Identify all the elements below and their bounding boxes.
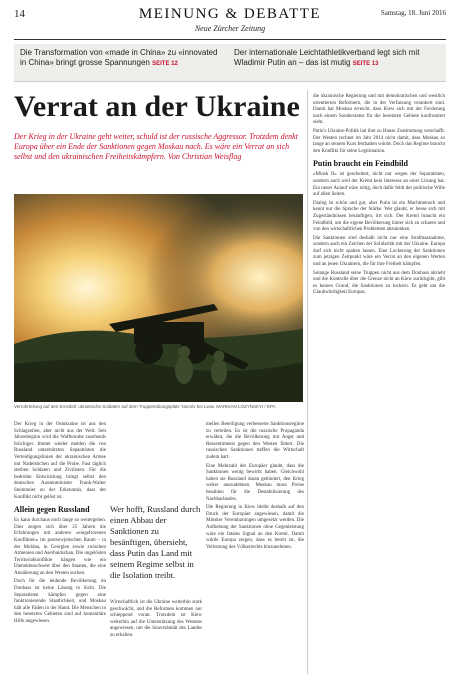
caption-text: Verrohrteilung auf den Ernstfall: ukrainische Soldaten auf dem Truppenübungsplatz Yavoriv bei Lwiw.	[14, 404, 215, 409]
body-paragraph: Eine Mehrzahl der Europäer glaubt, dass die Sanktionen wenig bewirkt haben. Gleichwohl haben sie Russland daran gehindert, den Krieg weiter auszudehnen. Moskau muss Preise bezahlen für die Destabilisierung des Nachbarlandes.	[206, 463, 304, 502]
subheading: Putin braucht ein Feindbild	[313, 159, 408, 169]
body-paragraph: Putin's Ukraine-Politik hat ihm zu Hause Zustimmung verschafft. Der Westen rechnet im Jahr 2014 nicht damit, dass Moskau so lange an seinem Kurs festhalten würde. Doch das Regime braucht den Konflikt für seine Legitimation.	[313, 128, 445, 154]
article-column-3	[206, 422, 304, 674]
teaser-bar	[14, 44, 446, 82]
teaser-text: Der internationale Leichtathletikverband legt sich mit Wladimir Putin an – das ist mutig	[234, 48, 420, 67]
teaser-item[interactable]	[234, 48, 448, 69]
body-paragraph: Der Krieg in der Ostukraine ist aus den Schlagzeilen, aber nicht aus der Welt. Seit Jahresbeginn wird die Waffenruhe zusehends brüchiger. Immer wieder melden die von Russland unterstützten Separatisten die Verteidigungslinien der ukrainischen Armee mit Nadelstichen auf die Probe. Fast täglich sterben Soldaten und Zivilisten. Für die bedrohte Entwicklung bringt selbst den deutschen Aussenminister Frank-Walter Steinmeier zu der Erkenntnis, dass der Konflikt nicht gelöst ist.	[14, 422, 106, 500]
section-title: MEINUNG & DEBATTE	[138, 6, 322, 22]
body-paragraph: Doch für die leidende Bevölkerung im Donbass ist keine Lösung in Sicht. Die Separatisten kämpfen gegen eine funktionierende Staatlichkeit, und Moskau hält alle Fäden in der Hand. Die Menschen in den besetzten Gebieten sind auf humanitäre Hilfe angewiesen.	[14, 579, 106, 625]
photo-credit: MARKIAN LOZYNSKYI / EPA	[216, 404, 276, 409]
artillery-photo-illustration	[14, 194, 303, 402]
body-paragraph: Solange Russland seine Truppen nicht aus dem Donbass abzieht und die Kontrolle über die Grenze nicht an Kiew zurückgibt, gibt es keinen Grund, die Sanktionen zu lockern. Es geht um die Glaubwürdigkeit Europas.	[313, 270, 445, 296]
article-lead: Der Krieg in der Ukraine geht weiter, schuld ist der russische Aggressor. Trotzdem denkt Europa über ein Ende der Sanktionen gegen Moskau nach. Es wäre ein Verrat an sich selbst und den ukrainischen Freiheitskämpfern. Von Christian Weisflog	[14, 132, 298, 161]
article-column-2	[110, 600, 202, 674]
issue-date: Samstag, 18. Juni 2016	[380, 9, 446, 17]
teaser-item[interactable]	[20, 48, 225, 69]
article-photo	[14, 194, 303, 402]
body-paragraph: mellen Beteiligung verbesserte Sanktionsregime zu verteilen. Es ist die russische Propaganda erwähnt, die die Bevölkerung mit Angst und Ressentiments gegen den Westen füttert. Die russischen Sanktionen treffen die Wirtschaft zudem hart.	[206, 422, 304, 460]
teaser-text: Die Transformation von «made in China» zu «innovated in China» bringt grosse Spannungen	[20, 48, 218, 67]
article-column-right	[313, 94, 445, 674]
teaser-page-ref: SEITE 12	[152, 61, 178, 67]
article-headline: Verrat an der Ukraine	[14, 90, 300, 123]
photo-caption	[14, 404, 303, 410]
body-paragraph: Die Sanktionen sind deshalb nicht nur eine Strafmassnahme, sondern auch ein Zeichen der Solidarität mit der Ukraine. Europa darf sich nicht spalten lassen. Eine Lockerung der Sanktionen zum jetzigen Zeitpunkt wäre ein Verrat an den eigenen Werten und an jenen Ukrainern, die für ihre Freiheit kämpfen.	[313, 235, 445, 268]
body-paragraph: Die Regierung in Kiew bleibt deshalb auf den Druck der Europäer angewiesen, damit die Minsker Vereinbarungen umgesetzt werden. Die Aufhebung der Sanktionen ohne Gegenleistung wäre ein fatales Signal an den Kreml. Damit würde Europa zeigen, dass es bereit ist, die Verletzung des Völkerrechts hinzunehmen.	[206, 505, 304, 550]
body-paragraph: «Minsk II» ist gescheitert, nicht nur wegen der Separatisten, sondern auch weil der Kreml kein Interesse an einer Lösung hat. Ein neuer Anlauf wäre nötig, doch dafür fehlt der politische Wille auf allen Seiten.	[313, 172, 445, 198]
article-column-1	[14, 422, 106, 674]
newspaper-name: Neue Zürcher Zeitung	[194, 24, 266, 33]
page-number: 14	[14, 8, 25, 20]
body-paragraph: die ukrainische Regierung und mit demokratischen und westlich orientierten Reformern, die in der Verfassung verankert sind. Damit hat Moskau erreicht, dass Kiew sich mit der Forderung nach einem Sonderstatus für die besetzten Gebiete konfrontiert sieht.	[313, 94, 445, 126]
teaser-page-ref: SEITE 13	[352, 61, 379, 67]
masthead	[14, 6, 446, 40]
body-paragraph: Es kann durchaus noch lange so weitergehen. Dies zeigen sich über 25 Jahren die Erfahrungen mit anderen «eingefrorenen Konflikten» im postsowjetischen Raum – in der Moldau, in Georgien sowie zwischen Armenien und Aserbaidschan. Die ungelösten Territorialkonflikte hängen wie ein Damoklesschwert über den Staaten, die eine Annäherung an den Westen suchen.	[14, 518, 106, 576]
body-paragraph: Dialog ist schön und gut, aber Putin ist ein Machtmensch und kennt nur die Sprache der Stärke. Wer glaubt, er liesse sich mit Zugeständnissen besänftigen, irrt sich. Der Kreml braucht ein Feindbild, um die eigene Bevölkerung hinter sich zu scharen und von den wirtschaftlichen Problemen abzulenken.	[313, 200, 445, 233]
body-paragraph: Wirtschaftlich ist die Ukraine weiterhin stark geschwächt, und die Reformen kommen nur schleppend voran. Trotzdem ist Kiew weiterhin auf die Unterstützung des Westens angewiesen, um die Souveränität des Landes zu erhalten.	[110, 600, 202, 638]
pull-quote: Wer hofft, Russland durch einen Abbau der Sanktionen zu besänftigen, übersieht, dass Putin das Land mit seinem Regime selbst in die Isolation treibt.	[110, 504, 201, 580]
subheading: Allein gegen Russland	[14, 505, 90, 515]
column-divider	[307, 90, 308, 674]
